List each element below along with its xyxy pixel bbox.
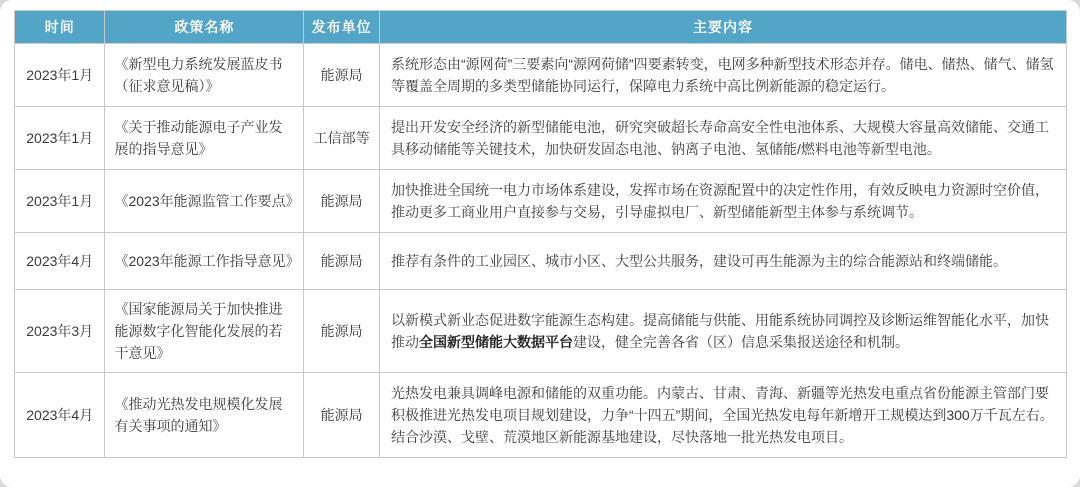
cell-policy-name: 《推动光热发电规模化发展有关事项的通知》: [105, 373, 304, 458]
cell-agency: 能源局: [304, 373, 380, 458]
content-bold-segment: 全国新型储能大数据平台: [419, 334, 574, 350]
cell-time: 2023年1月: [15, 170, 105, 233]
content-segment: 推荐有条件的工业园区、城市小区、大型公共服务，建设可再生能源为主的综合能源站和终端储能。: [391, 253, 1008, 269]
cell-content: [380, 170, 1067, 233]
content-segment: 建设，健全完善各省（区）信息采集报送途径和机制。: [573, 334, 910, 350]
table-row: [15, 107, 1067, 170]
cell-time: 2023年1月: [15, 107, 105, 170]
cell-policy-name: 《关于推动能源电子产业发展的指导意见》: [105, 107, 304, 170]
col-header-policy-name: 政策名称: [105, 11, 304, 44]
cell-agency: 能源局: [304, 170, 380, 233]
cell-content: [380, 107, 1067, 170]
table-row: [15, 170, 1067, 233]
cell-content: [380, 44, 1067, 107]
cell-content: [380, 373, 1067, 458]
col-header-time: 时间: [15, 11, 105, 44]
cell-time: 2023年1月: [15, 44, 105, 107]
content-segment: 加快推进全国统一电力市场体系建设，发挥市场在资源配置中的决定性作用，有效反映电力资源时空价值，推动更多工商业用户直接参与交易，引导虚拟电厂、新型储能新型主体参与系统调节。: [391, 182, 1050, 220]
content-segment: 提出开发安全经济的新型储能电池，研究突破超长寿命高安全性电池体系、大规模大容量高效储能、交通工具移动储能等关键技术，加快研发固态电池、钠离子电池、氢储能/燃料电池等新型电池。: [391, 119, 1050, 157]
cell-policy-name: 《2023年能源工作指导意见》: [105, 233, 304, 290]
table-row: [15, 290, 1067, 373]
cell-policy-name: 《国家能源局关于加快推进能源数字化智能化发展的若干意见》: [105, 290, 304, 373]
cell-agency: 能源局: [304, 233, 380, 290]
content-segment: 以新模式新业态促进数字能源生态构建。提高储能与供能、用能系统协同调控及诊断运维智能化水平，加快推动: [391, 312, 1050, 350]
cell-policy-name: 《2023年能源监管工作要点》: [105, 170, 304, 233]
cell-content: [380, 290, 1067, 373]
col-header-content: 主要内容: [380, 11, 1067, 44]
col-header-agency: 发布单位: [304, 11, 380, 44]
cell-time: 2023年4月: [15, 373, 105, 458]
cell-policy-name: 《新型电力系统发展蓝皮书（征求意见稿）》: [105, 44, 304, 107]
content-segment: 光热发电兼具调峰电源和储能的双重功能。内蒙古、甘肃、青海、新疆等光热发电重点省份能源主管部门要积极推进光热发电项目规划建设，力争“十四五”期间，全国光热发电每年新增开工规模达到300万千瓦左右。结合沙漠、戈壁、荒漠地区新能源基地建设，尽快落地一批光热发电项目。: [391, 385, 1054, 445]
cell-agency: 能源局: [304, 290, 380, 373]
table-row: [15, 373, 1067, 458]
policy-table: [14, 10, 1067, 458]
cell-agency: 工信部等: [304, 107, 380, 170]
cell-time: 2023年4月: [15, 233, 105, 290]
cell-agency: 能源局: [304, 44, 380, 107]
table-row: [15, 44, 1067, 107]
content-segment: 系统形态由“源网荷”三要素向“源网荷储”四要素转变，电网多种新型技术形态并存。储电、储热、储气、储氢等覆盖全周期的多类型储能协同运行，保障电力系统中高比例新能源的稳定运行。: [391, 56, 1054, 94]
cell-time: 2023年3月: [15, 290, 105, 373]
header-row: [15, 11, 1067, 44]
table-row: [15, 233, 1067, 290]
cell-content: [380, 233, 1067, 290]
